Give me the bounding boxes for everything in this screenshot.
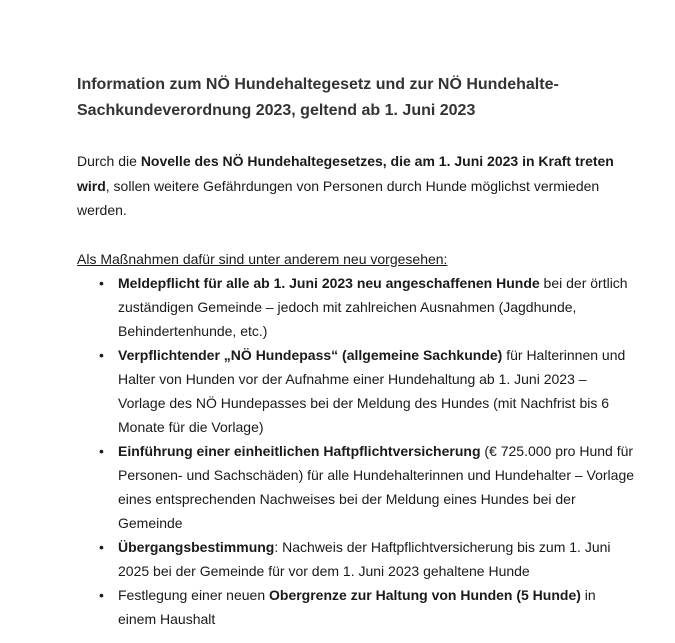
- measures-heading: Als Maßnahmen dafür sind unter anderem neu vorgesehen:: [77, 250, 448, 267]
- measure-item: [77, 343, 637, 439]
- bullet-icon: •: [99, 346, 104, 363]
- bullet-icon: •: [99, 538, 104, 555]
- measure-bold: Übergangsbestimmung: [118, 538, 275, 555]
- measure-post: für Halterinnen und Halter von Hunden vor der Aufnahme einer Hundehaltung ab 1. Juni 2023 – Vorlage des NÖ Hundepasses bei der Meldung des Hundes (mit Nachfrist bis 6 Monate für die Vorlage): [118, 346, 626, 435]
- measure-post: (€ 725.000 pro Hund für Personen- und Sachschäden) für alle Hundehalterinnen und Hundehalter – Vorlage eines entsprechenden Nachweises bei der Meldung eines Hundes bei der Gemeinde: [118, 442, 635, 531]
- measure-item: [77, 583, 637, 631]
- measure-post: in einem Haushalt: [118, 586, 596, 627]
- document-title: [77, 72, 637, 124]
- measure-post: bei der örtlich zuständigen Gemeinde – jedoch mit zahlreichen Ausnahmen (Jagdhunde, Behindertenhunde, etc.): [118, 274, 628, 339]
- measure-pre: Festlegung einer neuen: [118, 586, 269, 603]
- measure-bold: Verpflichtender „NÖ Hundepass“ (allgemeine Sachkunde): [118, 346, 503, 363]
- measure-item: [77, 535, 637, 583]
- title-line-2: Sachkundeverordnung 2023, geltend ab 1. Juni 2023: [77, 102, 476, 119]
- measure-bold: Einführung einer einheitlichen Haftpflichtversicherung: [118, 442, 481, 459]
- title-line-1: Information zum NÖ Hundehaltegesetz und zur NÖ Hundehalte-: [77, 76, 559, 93]
- measure-item: [77, 271, 637, 343]
- document-page: [77, 72, 637, 631]
- bullet-icon: •: [99, 586, 104, 603]
- intro-suffix: , sollen weitere Gefährdungen von Personen durch Hunde möglichst vermieden werden.: [77, 177, 600, 218]
- bullet-icon: •: [99, 274, 104, 291]
- measures-list: [77, 271, 637, 631]
- measure-post: : Nachweis der Haftpflichtversicherung bis zum 1. Juni 2025 bei der Gemeinde für vor dem 1. Juni 2023 gehaltene Hunde: [118, 538, 611, 579]
- measure-bold: Obergrenze zur Haltung von Hunden (5 Hunde): [269, 586, 581, 603]
- intro-bold: Novelle des NÖ Hundehaltegesetzes, die am 1. Juni 2023 in Kraft treten wird: [77, 153, 614, 194]
- intro-prefix: Durch die: [77, 153, 141, 169]
- bullet-icon: •: [99, 442, 104, 459]
- measure-item: [77, 439, 637, 535]
- measure-bold: Meldepflicht für alle ab 1. Juni 2023 neu angeschaffenen Hunde: [118, 274, 540, 291]
- intro-paragraph: [77, 149, 637, 223]
